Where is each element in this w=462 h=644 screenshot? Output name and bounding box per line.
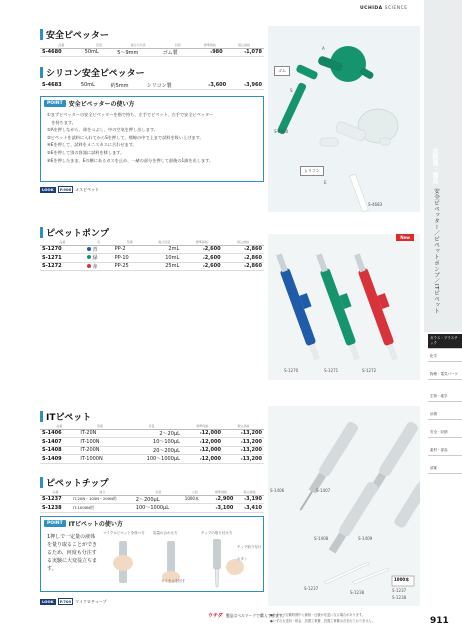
pipette-pump-illustration: [268, 234, 420, 380]
sidebar-item-measurement[interactable]: 計測: [428, 410, 462, 420]
table-row: S-1408 IT-200N 20〜200μL ¥12,000 ¥13,200: [42, 447, 262, 454]
step-label: マイクロピペットを持つ方: [103, 531, 145, 535]
table-header: 品番 容量 適合口外径 材質 標準価格 税込価格: [40, 43, 264, 48]
point-badge: POINT: [44, 520, 66, 527]
table-row: S-1409 IT-1000N 100〜1000μL ¥12,000 ¥13,200: [42, 455, 262, 463]
sidebar-item-biology[interactable]: 生物・地学: [428, 392, 462, 402]
table-row: S-4680 50mL 5〜9mm ゴム製 ¥980 ¥1,078: [42, 49, 262, 56]
photo-code: S-1271: [324, 368, 339, 373]
photo-it-pipettes: [268, 406, 420, 606]
color-dot-red: [87, 264, 91, 268]
it-pipette-illustration: [268, 406, 420, 606]
table-header: 品番 適合 容量 入数 標準価格 税込価格: [40, 490, 264, 495]
table-header: 品番 色 型番 適合容量 標準価格 税込価格: [40, 240, 264, 245]
point-title: ITピペットの使い方: [68, 521, 123, 528]
table-row: S-1270 青 PP-2 2mL ¥2,600 ¥2,860: [42, 246, 262, 253]
photo-code: S-1406: [270, 488, 285, 493]
table-header: 品番 型番 容量 標準価格 税込価格: [40, 424, 264, 429]
footer-notes: ●カタログ記載時期中に価格・仕様が変更になる場合があります。 ●いずれも送料・税金、設置工事費、設置工事費は含まれておりません。: [270, 613, 375, 623]
photo-safety-pipetters: [268, 26, 420, 212]
part-label: S: [290, 88, 293, 93]
brand-label: UCHIDA: [360, 6, 383, 11]
note-label: ボタン: [237, 557, 248, 561]
sidebar-item-chemistry[interactable]: 化学: [428, 352, 462, 362]
note-label: チップ取り付け: [237, 545, 262, 549]
sidebar-item-reagents[interactable]: 試薬: [428, 464, 462, 474]
point-title: 安全ピペッターの使い方: [68, 101, 135, 108]
point-instructions: ①まずピペッターの安全ピペッターを指で持ち、左手でピペット、右手で安全ピペッター を持ちます。 ②Aを押しながら、球をつぶし、中の空気を押し出します。 ③ピペットを試料に入れてからSを押して、標線の中で上まで試料を吸い上げます。 ④Eを押して、試料をメニスカスに合わせます。 ⑤Eを押して別の容器に試料を移します。 ⑥Eを押したまま、Eの横にあるガスを止め、一緒の部分を押して最後の1滴を出します。: [47, 112, 214, 163]
sidebar-item-physics[interactable]: 物理・電気パーツ: [428, 370, 462, 380]
table-row: S-1238 IT-1000N用 100〜1000μL ¥3,100 ¥3,410: [42, 504, 262, 512]
photo-code: S-1408: [314, 536, 329, 541]
label-rubber: ゴム: [274, 66, 290, 76]
part-label: E: [324, 180, 327, 185]
photo-code: S-1270: [284, 368, 299, 373]
new-badge: New: [396, 234, 414, 241]
table-pipette-tip: [40, 490, 264, 513]
photo-code: S-1272: [362, 368, 377, 373]
note-label: ダイヤルを回す: [161, 579, 186, 583]
table-row: S-4683 50mL 約5mm シリコン製 ¥3,600 ¥3,960: [42, 82, 262, 89]
table-silicone-pipetter: [40, 81, 264, 90]
sidebar-vertical-label: 安全ピペッター／ピペットポンプ／ITピペット: [433, 188, 439, 314]
sidebar-item-safety[interactable]: 安全・収納: [428, 428, 462, 438]
point-badge: POINT: [44, 100, 66, 107]
table-row: S-1406 IT-20N 2〜20μL ¥12,000 ¥13,200: [42, 430, 262, 437]
section-label: SCIENCE: [384, 6, 408, 11]
point-box-safety-pipetter: [40, 96, 264, 182]
look-reference-1[interactable]: LOOK P.906 メスピペット: [42, 186, 100, 192]
box-label: 1000本: [394, 577, 410, 582]
point-box-it-pipette: [40, 516, 264, 592]
pipetter-illustration: [268, 26, 420, 212]
footer-text: 製品はベルマークで購入できます。: [225, 612, 287, 618]
sidebar-item-glass[interactable]: ガラス・プラスチック: [428, 334, 462, 349]
page-header: [360, 6, 408, 11]
table-pipette-pump: [40, 240, 264, 271]
step-label: 容量の合わせ方: [153, 531, 178, 535]
table-row: S-1271 緑 PP-10 10mL ¥2,600 ¥2,860: [42, 254, 262, 262]
photo-code: S-1237: [304, 586, 319, 591]
photo-code: S-1409: [358, 536, 373, 541]
point-description: 1押しで一定量の液体を量り取ることができるため、何度も分注する実験に大変役立ちます。: [47, 534, 98, 572]
table-row: S-1237 IT-20N・100N・200N用 2〜200μL 1000本 ¥2,900 ¥3,190: [42, 496, 262, 503]
photo-code: S-4683: [368, 202, 383, 207]
photo-code: S-1238: [392, 595, 407, 600]
table-it-pipette: [40, 424, 264, 464]
table-row: S-1272 赤 PP-25 25mL ¥2,600 ¥2,860: [42, 263, 262, 270]
section-title-it-pipette: ITピペット: [40, 410, 91, 423]
section-title-pipette-pump: ピペットポンプ: [40, 226, 109, 239]
section-title-silicone-pipetter: シリコン安全ピペッター: [40, 66, 145, 79]
color-dot-green: [87, 255, 91, 259]
label-silicone: シリコン: [300, 166, 324, 176]
table-safety-pipetter: [40, 43, 264, 57]
page-number: 911: [430, 616, 449, 626]
footer-logo: ウチダ: [208, 613, 223, 619]
sidebar-title: 加熱器・器具: [431, 148, 438, 184]
table-row: S-1407 IT-100N 10〜100μL ¥12,000 ¥13,200: [42, 438, 262, 446]
part-label: A: [322, 46, 325, 51]
section-title-pipette-tip: ピペットチップ: [40, 476, 109, 489]
section-title-safety-pipetter: 安全ピペッター: [40, 28, 109, 41]
photo-code: S-1237: [392, 588, 407, 593]
sidebar-item-materials[interactable]: 素材・部品: [428, 446, 462, 456]
photo-code: S-1407: [316, 488, 331, 493]
color-dot-blue: [87, 247, 91, 251]
photo-pipette-pumps: [268, 234, 420, 380]
photo-code: S-4680: [274, 129, 289, 134]
step-label: チップの取り付け方: [201, 531, 233, 535]
photo-code: S-1238: [350, 590, 365, 595]
look-reference-2[interactable]: LOOK P.709 マイクロチューブ: [42, 598, 107, 604]
